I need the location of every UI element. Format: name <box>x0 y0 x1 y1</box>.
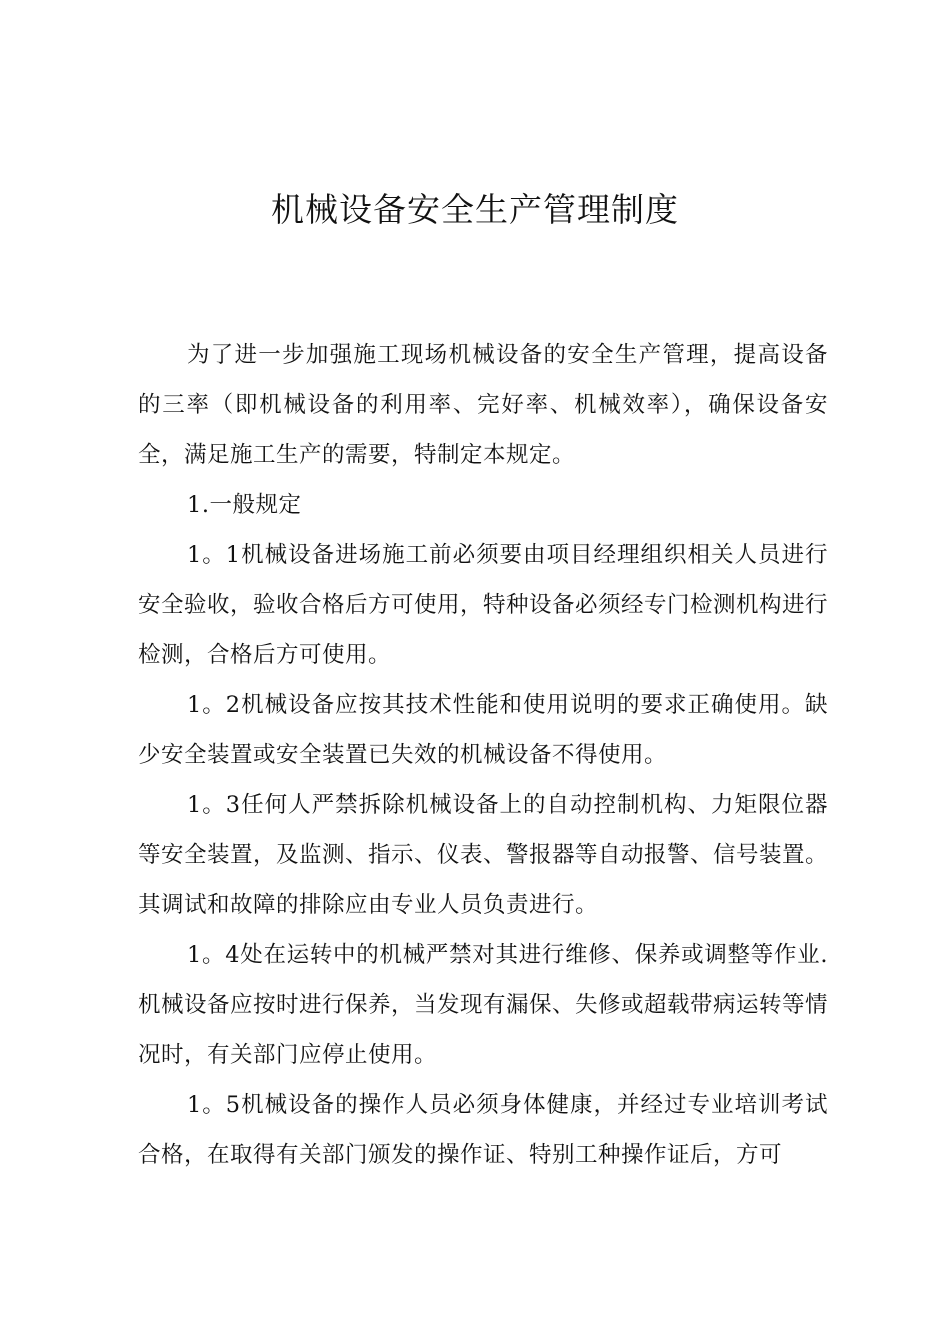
intro-paragraph: 为了进一步加强施工现场机械设备的安全生产管理，提高设备的三率（即机械设备的利用率、完好率、机械效率），确保设备安全，满足施工生产的需要，特制定本规定。 <box>138 342 828 468</box>
document-title: 机械设备安全生产管理制度 <box>271 190 679 229</box>
clause-1-2: 1。2机械设备应按其技术性能和使用说明的要求正确使用。缺少安全装置或安全装置已失效的机械设备不得使用。 <box>138 692 828 768</box>
section-heading-general-rules: 1.一般规定 <box>187 492 302 518</box>
clause-1-1: 1。1机械设备进场施工前必须要由项目经理组织相关人员进行安全验收，验收合格后方可使用，特种设备必须经专门检测机构进行检测，合格后方可使用。 <box>138 542 829 668</box>
clause-1-5: 1。5机械设备的操作人员必须身体健康，并经过专业培训考试合格，在取得有关部门颁发的操作证、特别工种操作证后，方可 <box>138 1092 828 1168</box>
document-body <box>138 330 828 1180</box>
clause-1-3: 1。3任何人严禁拆除机械设备上的自动控制机构、力矩限位器等安全装置，及监测、指示、仪表、警报器等自动报警、信号装置。其调试和故障的排除应由专业人员负责进行。 <box>138 792 829 918</box>
clause-1-4: 1。4处在运转中的机械严禁对其进行维修、保养或调整等作业.机械设备应按时进行保养，当发现有漏保、失修或超载带病运转等情况时，有关部门应停止使用。 <box>138 942 829 1068</box>
